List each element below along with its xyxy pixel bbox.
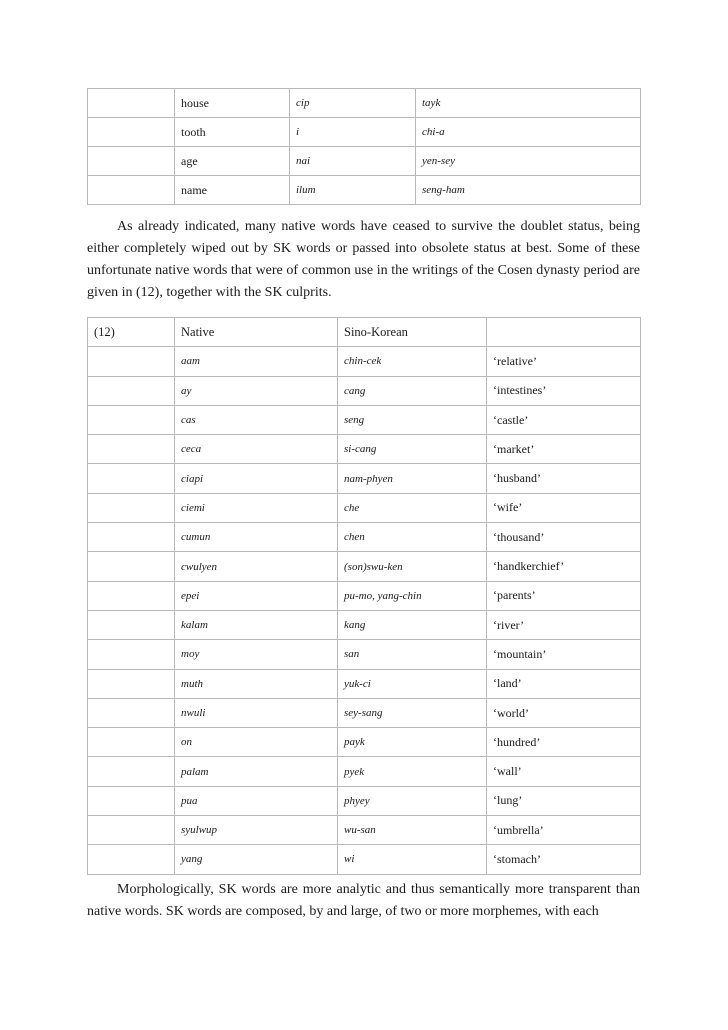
gloss-cell: ‘wife’	[487, 493, 641, 522]
native-word-cell: ciemi	[175, 493, 338, 522]
native-word-cell: i	[290, 118, 416, 147]
native-word-cell: syulwup	[175, 816, 338, 845]
native-word-cell: muth	[175, 669, 338, 698]
native-word-cell: moy	[175, 640, 338, 669]
table-row	[88, 176, 641, 205]
row-blank-cell	[88, 89, 175, 118]
paragraph-2-text: Morphologically, SK words are more analytic and thus semantically more transparent than native words. SK words are composed, by and large, of two or more morphemes, with each	[87, 882, 640, 919]
table-row	[88, 89, 641, 118]
gloss-cell: tooth	[175, 118, 290, 147]
native-word-cell: kalam	[175, 610, 338, 639]
gloss-cell: ‘world’	[487, 698, 641, 727]
row-blank-cell	[88, 698, 175, 727]
sino-korean-cell: si-cang	[338, 435, 487, 464]
sino-korean-cell: chi-a	[416, 118, 641, 147]
gloss-cell: ‘thousand’	[487, 523, 641, 552]
sino-korean-cell: payk	[338, 728, 487, 757]
native-word-cell: yang	[175, 845, 338, 874]
native-word-cell: ay	[175, 376, 338, 405]
example-12-table	[87, 317, 641, 875]
row-blank-cell	[88, 757, 175, 786]
sino-korean-cell: sey-sang	[338, 698, 487, 727]
row-blank-cell	[88, 728, 175, 757]
gloss-cell: name	[175, 176, 290, 205]
header-native: Native	[175, 318, 338, 347]
gloss-cell: ‘river’	[487, 610, 641, 639]
native-word-cell: epei	[175, 581, 338, 610]
gloss-cell: ‘intestines’	[487, 376, 641, 405]
gloss-cell: ‘parents’	[487, 581, 641, 610]
table-row	[88, 435, 641, 464]
native-word-cell: cas	[175, 405, 338, 434]
table-row	[88, 118, 641, 147]
gloss-cell: ‘hundred’	[487, 728, 641, 757]
row-blank-cell	[88, 435, 175, 464]
row-blank-cell	[88, 405, 175, 434]
table-row	[88, 147, 641, 176]
table-row	[88, 581, 641, 610]
table-row	[88, 493, 641, 522]
sino-korean-cell: cang	[338, 376, 487, 405]
gloss-cell: ‘umbrella’	[487, 816, 641, 845]
sino-korean-cell: san	[338, 640, 487, 669]
gloss-cell: ‘lung’	[487, 786, 641, 815]
table-header-row	[88, 318, 641, 347]
header-empty	[487, 318, 641, 347]
row-blank-cell	[88, 147, 175, 176]
table-row	[88, 610, 641, 639]
row-blank-cell	[88, 523, 175, 552]
gloss-cell: house	[175, 89, 290, 118]
sino-korean-cell: chin-cek	[338, 347, 487, 376]
table-row	[88, 376, 641, 405]
row-blank-cell	[88, 610, 175, 639]
table-row	[88, 757, 641, 786]
sino-korean-cell: yuk-ci	[338, 669, 487, 698]
sino-korean-cell: pyek	[338, 757, 487, 786]
sino-korean-cell: chen	[338, 523, 487, 552]
sino-korean-cell: che	[338, 493, 487, 522]
native-word-cell: nai	[290, 147, 416, 176]
table-row	[88, 786, 641, 815]
native-word-cell: cumun	[175, 523, 338, 552]
gloss-cell: ‘husband’	[487, 464, 641, 493]
native-word-cell: cwulyen	[175, 552, 338, 581]
row-blank-cell	[88, 176, 175, 205]
sino-korean-cell: tayk	[416, 89, 641, 118]
paragraph-2	[87, 879, 640, 923]
table-row	[88, 347, 641, 376]
row-blank-cell	[88, 786, 175, 815]
table-row	[88, 552, 641, 581]
row-blank-cell	[88, 640, 175, 669]
row-blank-cell	[88, 816, 175, 845]
native-word-cell: cip	[290, 89, 416, 118]
sino-korean-cell: wi	[338, 845, 487, 874]
row-blank-cell	[88, 347, 175, 376]
table-row	[88, 464, 641, 493]
native-word-cell: palam	[175, 757, 338, 786]
native-word-cell: nwuli	[175, 698, 338, 727]
table-row	[88, 816, 641, 845]
gloss-cell: ‘mountain’	[487, 640, 641, 669]
table-row	[88, 640, 641, 669]
row-blank-cell	[88, 376, 175, 405]
native-word-cell: ilum	[290, 176, 416, 205]
table-row	[88, 405, 641, 434]
table-row	[88, 845, 641, 874]
table-row	[88, 669, 641, 698]
table-row	[88, 728, 641, 757]
row-blank-cell	[88, 493, 175, 522]
paragraph-1	[87, 216, 640, 304]
sino-korean-cell: seng-ham	[416, 176, 641, 205]
row-blank-cell	[88, 552, 175, 581]
top-word-table	[87, 88, 641, 205]
sino-korean-cell: (son)swu-ken	[338, 552, 487, 581]
gloss-cell: ‘wall’	[487, 757, 641, 786]
gloss-cell: ‘relative’	[487, 347, 641, 376]
gloss-cell: ‘market’	[487, 435, 641, 464]
header-sino-korean: Sino-Korean	[338, 318, 487, 347]
native-word-cell: pua	[175, 786, 338, 815]
native-word-cell: on	[175, 728, 338, 757]
table-row	[88, 523, 641, 552]
row-blank-cell	[88, 464, 175, 493]
gloss-cell: age	[175, 147, 290, 176]
gloss-cell: ‘land’	[487, 669, 641, 698]
sino-korean-cell: kang	[338, 610, 487, 639]
row-blank-cell	[88, 581, 175, 610]
sino-korean-cell: seng	[338, 405, 487, 434]
paragraph-1-text: As already indicated, many native words have ceased to survive the doublet status, being either completely wiped out by SK words or passed into obsolete status at best. Some of these unfortunate native words that were of common use in the writings of the Cosen dynasty period are given in (12), together with the SK culprits.	[87, 219, 640, 300]
table-row	[88, 698, 641, 727]
sino-korean-cell: yen-sey	[416, 147, 641, 176]
sino-korean-cell: phyey	[338, 786, 487, 815]
sino-korean-cell: pu-mo, yang-chin	[338, 581, 487, 610]
native-word-cell: ceca	[175, 435, 338, 464]
native-word-cell: aam	[175, 347, 338, 376]
row-blank-cell	[88, 669, 175, 698]
row-blank-cell	[88, 845, 175, 874]
gloss-cell: ‘handkerchief’	[487, 552, 641, 581]
example-label: (12)	[88, 318, 175, 347]
row-blank-cell	[88, 118, 175, 147]
sino-korean-cell: wu-san	[338, 816, 487, 845]
sino-korean-cell: nam-phyen	[338, 464, 487, 493]
gloss-cell: ‘stomach’	[487, 845, 641, 874]
gloss-cell: ‘castle’	[487, 405, 641, 434]
native-word-cell: ciapi	[175, 464, 338, 493]
